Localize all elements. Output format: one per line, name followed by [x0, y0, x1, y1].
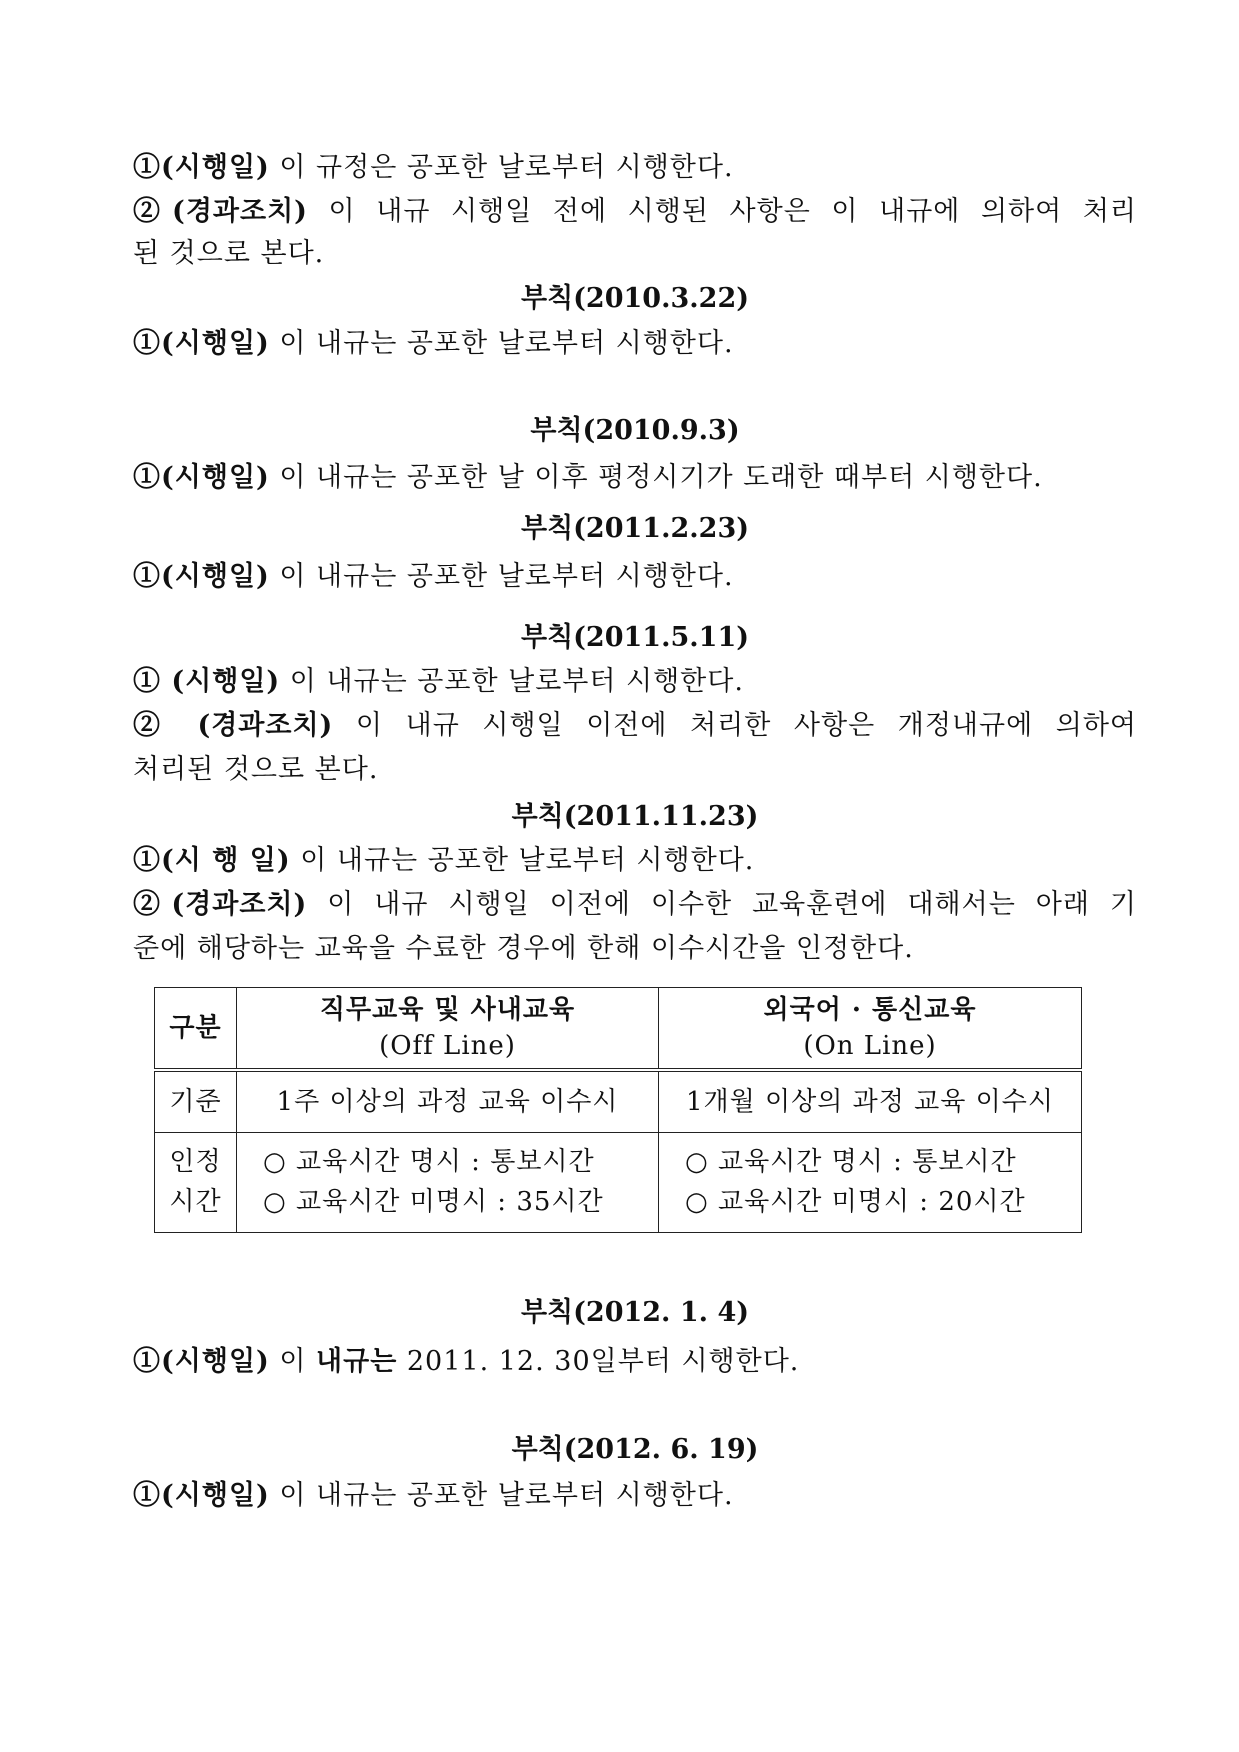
article-line [133, 839, 1137, 883]
table-header-row [155, 988, 1082, 1071]
header-online [659, 988, 1082, 1071]
row-label-recognized-hours [155, 1132, 237, 1232]
clause-title: (시행일) [161, 462, 270, 493]
row-label-line: 시간 [169, 1187, 222, 1217]
clause-number: ① [133, 561, 161, 592]
clause-number: ② [133, 196, 173, 227]
clause-number: ① [133, 845, 161, 876]
addendum-heading: 부칙(2010.3.22) [520, 283, 750, 314]
table-row [155, 1070, 1082, 1132]
article-line [133, 660, 1137, 704]
article-line [133, 322, 1137, 366]
addendum-heading: 부칙(2011.2.23) [520, 513, 750, 544]
clause-title: (시행일) [161, 328, 270, 359]
clause-number: ① [133, 666, 161, 697]
addendum-heading: 부칙(2010.9.3) [530, 415, 740, 446]
article-line-continued: 처리된 것으로 본다. [133, 754, 379, 785]
hours-item: ○ 교육시간 미명시 : 20시간 [685, 1187, 1026, 1217]
clause-text: 2011. 12. 30일부터 시행한다. [397, 1346, 800, 1377]
clause-text: 이 내규는 공포한 날로부터 시행한다. [269, 561, 734, 592]
clause-text-bold: 내규는 [316, 1346, 398, 1377]
header-offline [237, 988, 659, 1071]
clause-text: 이 내규 시행일 이전에 처리한 사항은 개정내규에 의하여 [333, 710, 1137, 741]
clause-text: 이 [269, 1346, 317, 1377]
clause-text: 이 내규는 공포한 날로부터 시행한다. [269, 328, 734, 359]
article-line [133, 883, 1137, 927]
clause-title: (시행일) [161, 1480, 270, 1511]
clause-number: ① [133, 152, 161, 183]
hours-offline [237, 1132, 659, 1232]
clause-text: 이 내규는 공포한 날로부터 시행한다. [269, 1480, 734, 1511]
hours-item: ○ 교육시간 미명시 : 35시간 [263, 1187, 604, 1217]
addendum-heading: 부칙(2012. 1. 4) [520, 1297, 750, 1328]
addendum-heading: 부칙(2011.5.11) [520, 622, 750, 653]
clause-number: ① [133, 328, 161, 359]
row-label-criteria: 기준 [155, 1070, 237, 1132]
header-category: 구분 [155, 988, 237, 1071]
criteria-online: 1개월 이상의 과정 교육 이수시 [659, 1070, 1082, 1132]
header-offline-subtitle: (Off Line) [379, 1031, 516, 1061]
article-line-continued: 된 것으로 본다. [133, 238, 325, 269]
clause-number: ① [133, 462, 161, 493]
header-offline-title: 직무교육 및 사내교육 [319, 995, 576, 1025]
addendum-heading: 부칙(2012. 6. 19) [511, 1434, 759, 1465]
clause-text: 이 내규는 공포한 날로부터 시행한다. [280, 666, 744, 697]
clause-text: 이 내규는 공포한 날 이후 평정시기가 도래한 때부터 시행한다. [269, 462, 1043, 493]
clause-title: (시행일) [161, 152, 270, 183]
article-line [133, 1474, 1137, 1518]
clause-title: (시행일) [161, 561, 270, 592]
article-line [133, 704, 1137, 748]
clause-title: (경과조치) [172, 196, 308, 227]
clause-number: ① [133, 1346, 161, 1377]
hours-item: ○ 교육시간 명시 : 통보시간 [685, 1147, 1017, 1177]
article-line [133, 146, 1137, 190]
header-online-subtitle: (On Line) [803, 1031, 937, 1061]
header-online-title: 외국어 · 통신교육 [763, 995, 977, 1025]
criteria-offline: 1주 이상의 과정 교육 이수시 [237, 1070, 659, 1132]
clause-number: ① [133, 1480, 161, 1511]
clause-title: (시행일) [161, 666, 281, 697]
article-line-continued: 준에 해당하는 교육을 수료한 경우에 한해 이수시간을 인정한다. [133, 933, 914, 964]
clause-text: 이 내규 시행일 전에 시행된 사항은 이 내규에 의하여 처리 [307, 196, 1137, 227]
article-line [133, 555, 1137, 599]
clause-title: (경과조치) [174, 710, 334, 741]
clause-text: 이 내규 시행일 이전에 이수한 교육훈련에 대해서는 아래 기 [307, 889, 1137, 920]
clause-text: 이 내규는 공포한 날로부터 시행한다. [290, 845, 755, 876]
clause-text: 이 규정은 공포한 날로부터 시행한다. [269, 152, 734, 183]
row-label-line: 인정 [169, 1147, 222, 1177]
hours-item: ○ 교육시간 명시 : 통보시간 [263, 1147, 595, 1177]
clause-number: ② [133, 889, 172, 920]
clause-title: (시행일) [161, 1346, 270, 1377]
article-line [133, 190, 1137, 234]
clause-number: ② [133, 710, 175, 741]
addendum-heading: 부칙(2011.11.23) [511, 801, 759, 832]
hours-online [659, 1132, 1082, 1232]
table-row [155, 1132, 1082, 1232]
clause-title: (경과조치) [171, 889, 308, 920]
clause-title: (시 행 일) [161, 845, 291, 876]
article-line [133, 456, 1137, 500]
article-line [133, 1340, 1137, 1384]
training-hours-table [154, 987, 1082, 1233]
